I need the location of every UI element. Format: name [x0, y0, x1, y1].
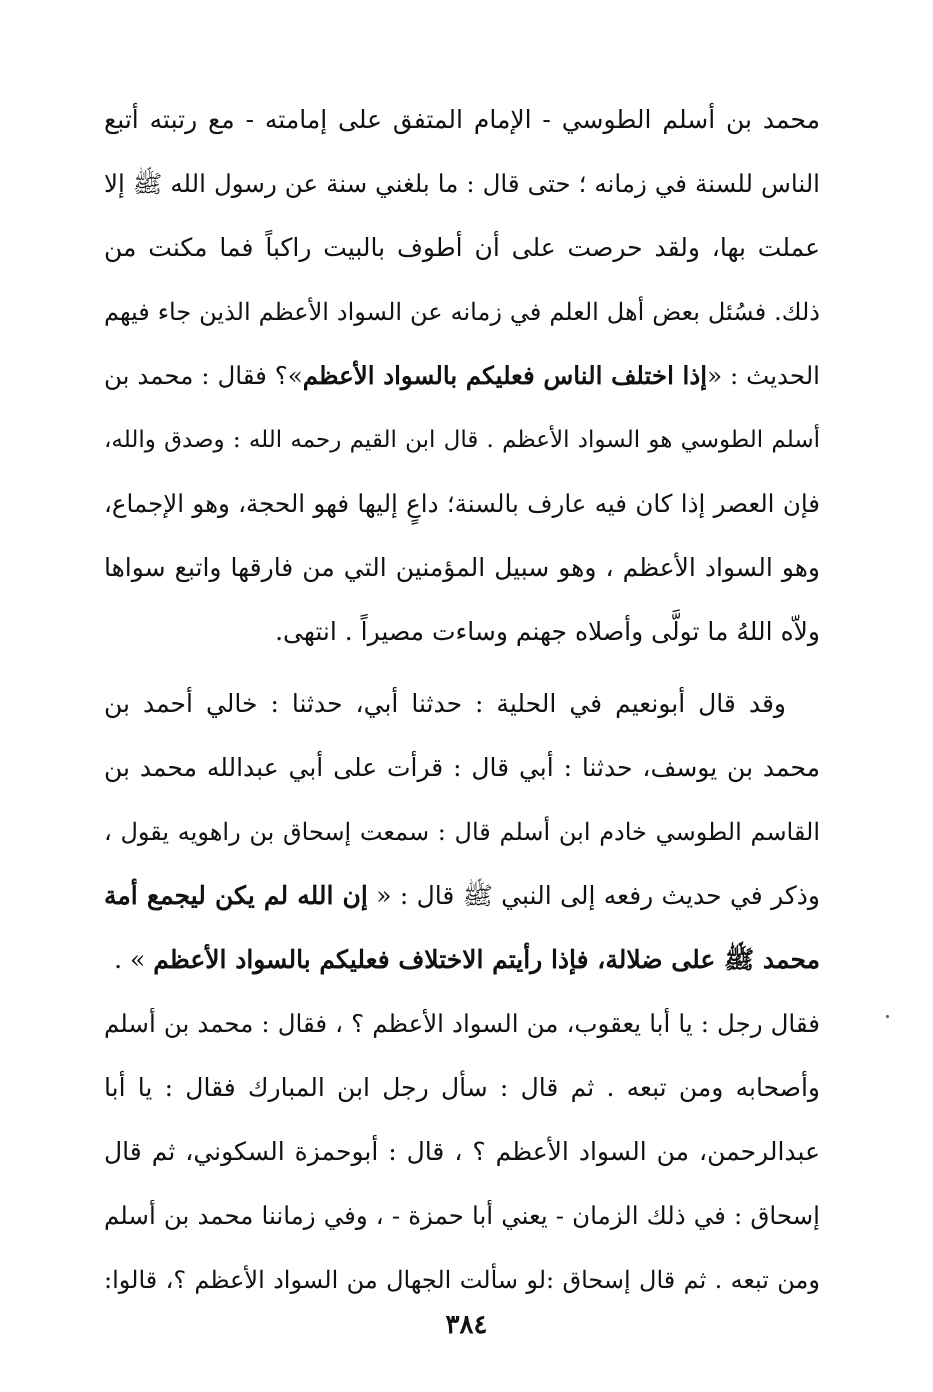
text-line: وقد قال أبونعيم في الحلية : حدثنا أبي، حدثنا : خالي أحمد بن [104, 689, 786, 718]
body-text [104, 88, 820, 1312]
text-line: أسلم الطوسي هو السواد الأعظم . قال ابن القيم رحمه الله : وصدق والله، [104, 427, 820, 453]
text-line: ولاّه اللهُ ما تولَّى وأصلاه جهنم وساءت مصيراً . انتهى. [275, 617, 820, 646]
text-line: ومن تبعه . ثم قال إسحاق :لو سألت الجهال من السواد الأعظم ؟، قالوا: [104, 1266, 820, 1294]
scan-speck [886, 1015, 889, 1018]
text-line: محمد بن أسلم الطوسي - الإمام المتفق على إمامته - مع رتبته أتبع [104, 105, 820, 134]
text-line [104, 928, 820, 992]
text-line: فإن العصر إذا كان فيه عارف بالسنة؛ داعٍ إليها فهو الحجة، وهو الإجماع، [104, 489, 820, 518]
text-line: وهو السواد الأعظم ، وهو سبيل المؤمنين التي من فارقها واتبع سواها [104, 553, 820, 582]
text-line: عملت بها، ولقد حرصت على أن أطوف بالبيت راكباً فما مكنت من [104, 233, 820, 262]
text-line: الناس للسنة في زمانه ؛ حتى قال : ما بلغني سنة عن رسول الله ﷺ إلا [104, 169, 820, 198]
text-run: وذكر في حديث رفعه إلى النبي ﷺ قال : « [367, 881, 820, 910]
text-line: عبدالرحمن، من السواد الأعظم ؟ ، قال : أبوحمزة السكوني، ثم قال [104, 1137, 820, 1166]
hadith-quote-bold: إذا اختلف الناس فعليكم بالسواد الأعظم [302, 361, 708, 390]
text-line: القاسم الطوسي خادم ابن أسلم قال : سمعت إسحاق بن راهويه يقول ، [104, 818, 820, 846]
text-line: ذلك. فسُئل بعض أهل العلم في زمانه عن السواد الأعظم الذين جاء فيهم [104, 298, 820, 326]
page-number: ٣٨٤ [445, 1310, 488, 1340]
text-line [104, 864, 820, 928]
text-line: إسحاق : في ذلك الزمان - يعني أبا حمزة - ، وفي زماننا محمد بن أسلم [104, 1201, 820, 1230]
text-run: » . [114, 945, 154, 974]
text-line [104, 344, 820, 408]
text-line: وأصحابه ومن تبعه . ثم قال : سأل رجل ابن المبارك فقال : يا أبا [104, 1073, 820, 1102]
text-run: الحديث : « [707, 361, 820, 390]
paragraph-gap [104, 664, 820, 672]
text-run: »؟ فقال : محمد بن [104, 361, 303, 390]
hadith-quote-bold: إن الله لم يكن ليجمع أمة [104, 881, 368, 910]
hadith-quote-bold: محمد ﷺ على ضلالة، فإذا رأيتم الاختلاف فعليكم بالسواد الأعظم [153, 945, 820, 974]
text-line: فقال رجل : يا أبا يعقوب، من السواد الأعظم ؟ ، فقال : محمد بن أسلم [104, 1009, 820, 1038]
text-line: محمد بن يوسف، حدثنا : أبي قال : قرأت على أبي عبدالله محمد بن [104, 753, 820, 782]
